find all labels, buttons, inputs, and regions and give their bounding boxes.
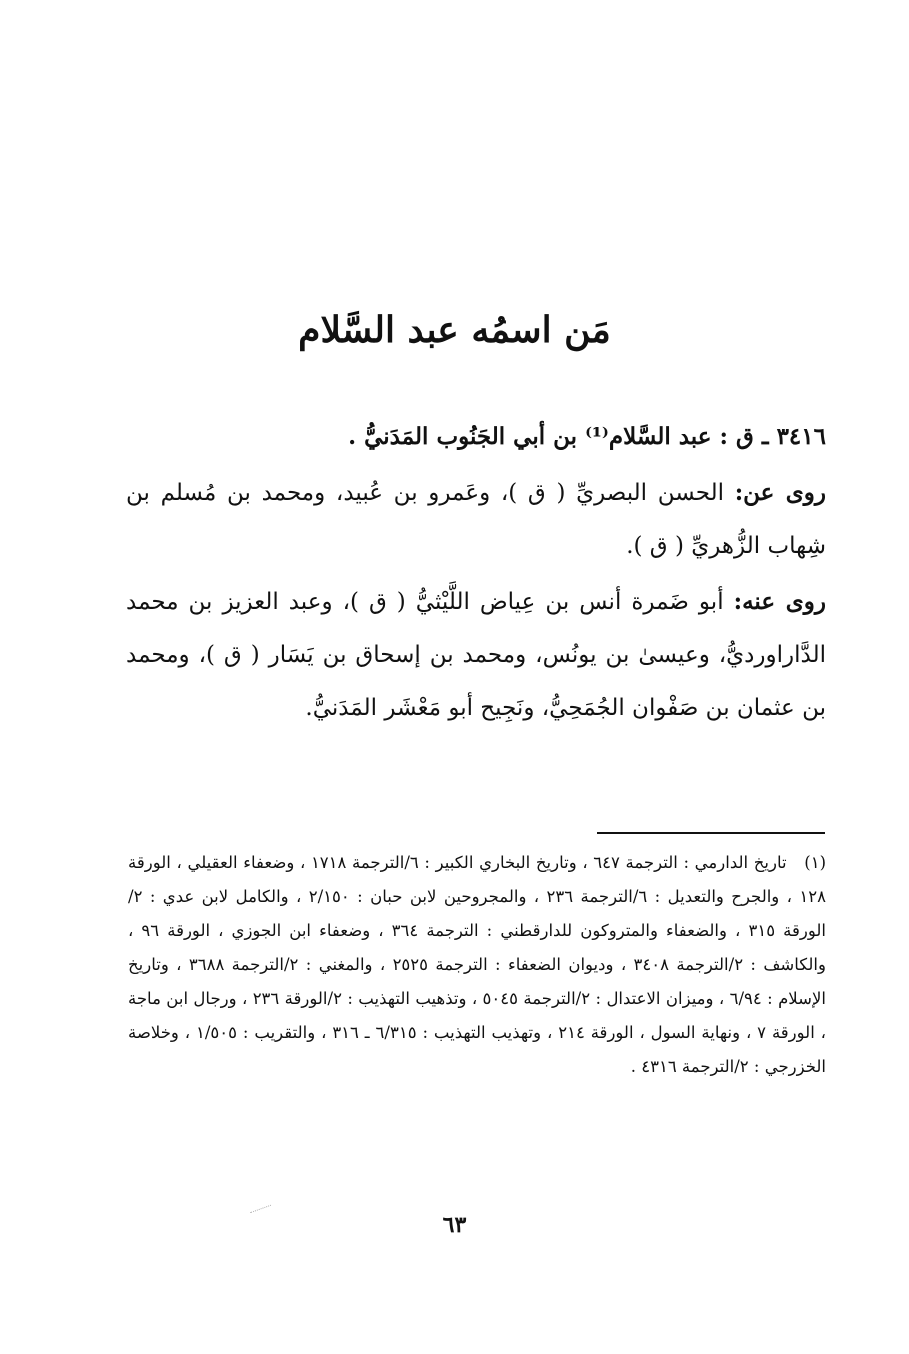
footnote-number: (١) — [804, 853, 826, 872]
narrators-from-him-label: روى عنه: — [733, 588, 826, 615]
entry-heading-text: ٣٤١٦ ـ ق : عبد السَّلام⁽¹⁾ بن أبي الجَنُوب المَدَنيُّ . — [348, 423, 826, 450]
biography-entry — [126, 410, 826, 737]
narrators-from-him-paragraph — [126, 575, 826, 735]
section-title: مَن اسمُه عبد السَّلام — [298, 309, 611, 351]
narrated-from-text: الحسن البصريِّ ( ق )، وعَمرو بن عُبيد، ومحمد بن مُسلم بن شِهاب الزُّهريِّ ( ق ). — [126, 480, 826, 559]
page-number: ٦٣ — [442, 1212, 467, 1238]
narrated-from-paragraph — [126, 466, 826, 573]
narrators-from-him-text: أبو ضَمرة أنس بن عِياض اللَّيْثيُّ ( ق )، وعبد العزيز بن محمد الدَّاراورديُّ، وعيسىٰ بن يونُس، ومحمد بن إسحاق بن يَسَار ( ق )، ومحمد بن عثمان بن صَفْوان الجُمَحِيُّ، ونَجِيح أبو مَعْشَر المَدَنيُّ. — [126, 589, 826, 721]
narrated-from-label: روى عن: — [734, 479, 826, 506]
footnote-text: تاريخ الدارمي : الترجمة ٦٤٧ ، وتاريخ البخاري الكبير : ٦/الترجمة ١٧١٨ ، وضعفاء العقيلي ، الورقة ١٢٨ ، والجرح والتعديل : ٦/الترجمة ٢٣٦ ، والمجروحين لابن حبان : ٢/١٥٠ ، والكامل لابن عدي : ٢/الورقة ٣١٥ ، والضعفاء والمتروكون للدارقطني : الترجمة ٣٦٤ ، وضعفاء ابن الجوزي ، الورقة ٩٦ ، والكاشف : ٢/الترجمة ٣٤٠٨ ، وديوان الضعفاء : الترجمة ٢٥٢٥ ، والمغني : ٢/الترجمة ٣٦٨٨ ، وتاريخ الإسلام : ٦/٩٤ ، وميزان الاعتدال : ٢/الترجمة ٥٠٤٥ ، وتذهيب التهذيب : ٢/الورقة ٢٣٦ ، ورجال ابن ماجة ، الورقة ٧ ، ونهاية السول ، الورقة ٢١٤ ، وتهذيب التهذيب : ٦/٣١٥ ـ ٣١٦ ، والتقريب : ١/٥٠٥ ، وخلاصة الخزرجي : ٢/الترجمة ٤٣١٦ . — [128, 853, 827, 1076]
entry-heading — [126, 410, 826, 464]
footnote-separator — [597, 832, 825, 834]
footnote — [128, 846, 826, 1084]
